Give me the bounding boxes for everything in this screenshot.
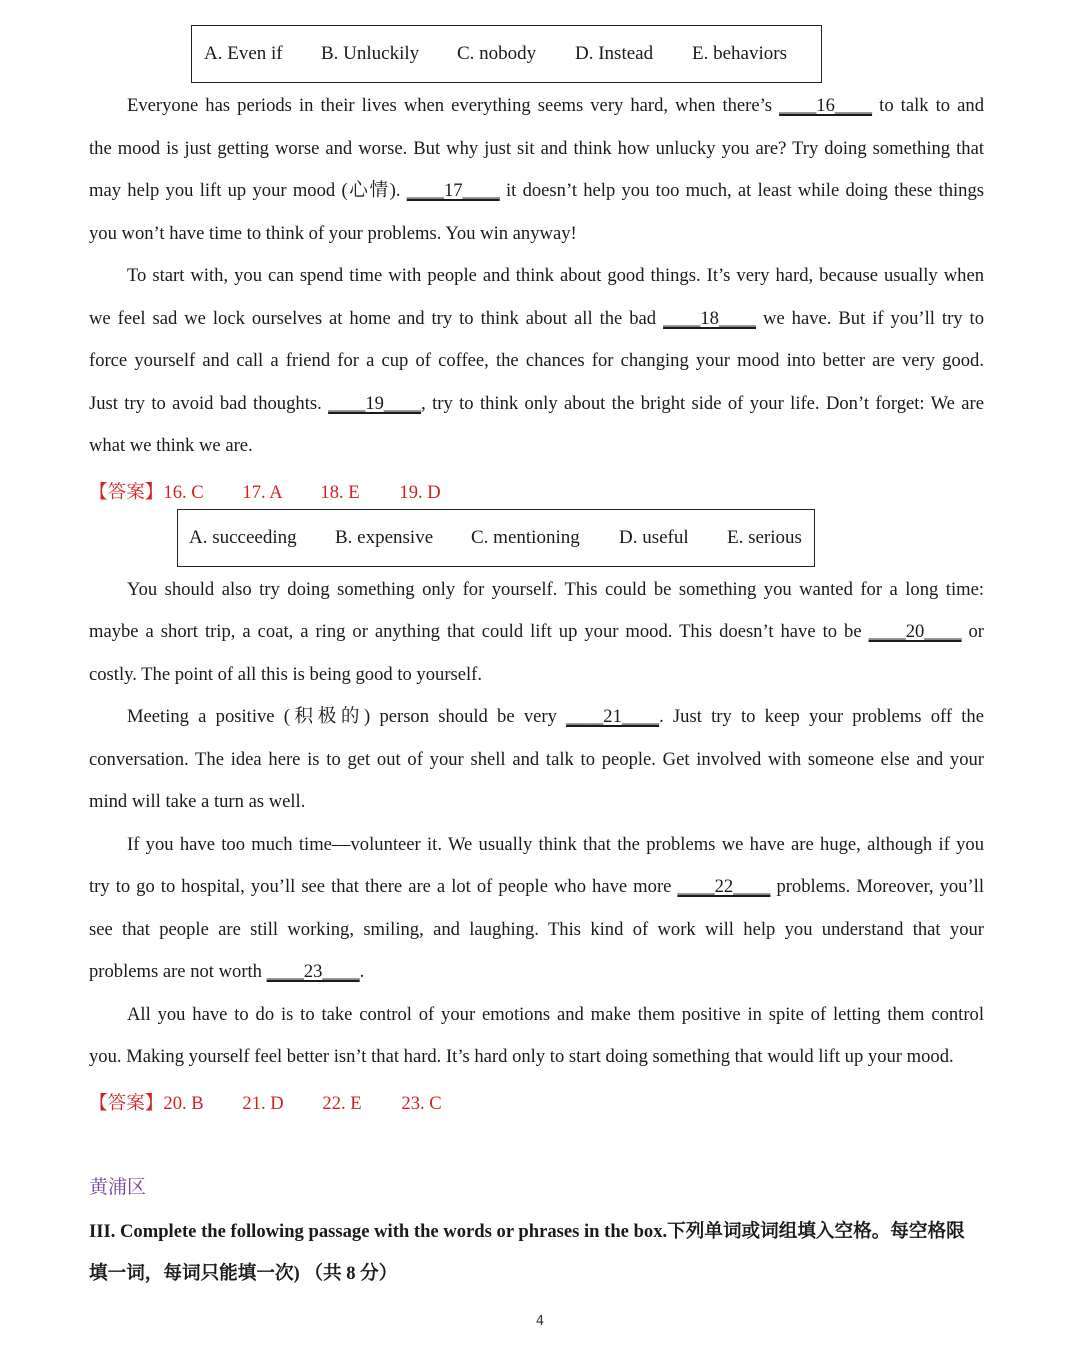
answer-16: 16. C bbox=[163, 482, 204, 503]
answer-line-2 bbox=[89, 1089, 442, 1115]
blank-20: ____20____ bbox=[868, 621, 962, 642]
word-box-2 bbox=[177, 509, 815, 567]
answer-23: 23. C bbox=[401, 1093, 442, 1114]
box1-option-e: E. behaviors bbox=[692, 43, 787, 64]
p1-line-2: the mood is just getting worse and worse. But why just sit and think how unlucky you are? Try doing something that bbox=[89, 138, 984, 159]
box1-option-d: D. Instead bbox=[575, 43, 654, 64]
p2-line-2: we feel sad we lock ourselves at home and try to think about all the bad ____18____ we have. But if you’ll try to bbox=[89, 308, 984, 329]
p3-line-2: maybe a short trip, a coat, a ring or anything that could lift up your mood. This doesn’t have to be ____20____ or bbox=[89, 621, 985, 642]
p1-line-1: Everyone has periods in their lives when everything seems very hard, when there’s ____16____ to talk to and bbox=[127, 95, 985, 116]
answer-17: 17. A bbox=[242, 482, 283, 503]
p5-line-2: try to go to hospital, you’ll see that there are a lot of people who have more ____22____ problems. Moreover, you’ll bbox=[89, 876, 984, 897]
blank-22: ____22____ bbox=[677, 876, 771, 897]
p2-line-4: Just try to avoid bad thoughts. ____19____, try to think only about the bright side of your life. Don’t forget: We are bbox=[89, 393, 984, 414]
p5-line-3: see that people are still working, smiling, and laughing. This kind of work will help you understand that your bbox=[89, 919, 984, 940]
box2-option-d: D. useful bbox=[619, 527, 689, 548]
answer-22: 22. E bbox=[322, 1093, 362, 1114]
p4-line-2: conversation. The idea here is to get out of your shell and talk to people. Get involved with someone else and your bbox=[89, 749, 984, 770]
p6-line-1: All you have to do is to take control of your emotions and make them positive in spite of letting them control bbox=[127, 1004, 984, 1025]
answer-label: 【答案】 bbox=[89, 1093, 164, 1114]
p2-line-3: force yourself and call a friend for a cup of coffee, the chances for changing your mood into better are very good. bbox=[89, 350, 984, 371]
answer-19: 19. D bbox=[399, 482, 441, 503]
page-number: 4 bbox=[535, 1314, 545, 1329]
word-box-1 bbox=[191, 25, 822, 83]
p4-line-3: mind will take a turn as well. bbox=[89, 791, 306, 812]
box2-option-b: B. expensive bbox=[335, 527, 434, 548]
p3-line-3: costly. The point of all this is being good to yourself. bbox=[89, 664, 483, 685]
answer-18: 18. E bbox=[320, 482, 360, 503]
box2-option-c: C. mentioning bbox=[471, 527, 580, 548]
blank-19: ____19____ bbox=[328, 393, 422, 414]
p5-line-1: If you have too much time—volunteer it. We usually think that the problems we have are huge, although if you bbox=[127, 834, 984, 855]
box1-option-b: B. Unluckily bbox=[321, 43, 420, 64]
blank-21: ____21____ bbox=[566, 706, 660, 727]
p1-line-4: you won’t have time to think of your problems. You win anyway! bbox=[89, 223, 577, 244]
box2-option-e: E. serious bbox=[727, 527, 802, 548]
p4-line-1: Meeting a positive (积极的) person should be very ____21____. Just try to keep your problems off the bbox=[127, 706, 984, 727]
p3-line-1: You should also try doing something only for yourself. This could be something you wanted for a long time: bbox=[127, 579, 984, 600]
p1-line-3: may help you lift up your mood (心情). ____17____ it doesn’t help you too much, at least while doing these things bbox=[89, 180, 985, 201]
section-heading-line-2: 填一词，每词只能填一次) （共 8 分） bbox=[89, 1263, 398, 1284]
answer-line-1 bbox=[89, 478, 441, 504]
answer-label: 【答案】 bbox=[89, 482, 164, 503]
blank-16: ____16____ bbox=[779, 95, 873, 116]
p2-line-5: what we think we are. bbox=[89, 435, 253, 456]
answer-21: 21. D bbox=[242, 1093, 284, 1114]
box2-option-a: A. succeeding bbox=[189, 527, 297, 548]
blank-18: ____18____ bbox=[663, 308, 757, 329]
district-label: 黄浦区 bbox=[89, 1177, 147, 1198]
p6-line-2: you. Making yourself feel better isn’t that hard. It’s hard only to start doing something that would lift up your mood. bbox=[89, 1046, 954, 1067]
box1-option-c: C. nobody bbox=[457, 43, 537, 64]
section-heading-line-1: III. Complete the following passage with the words or phrases in the box.下列单词或词组填入空格。每空格限 bbox=[89, 1221, 965, 1242]
blank-23: ____23____ bbox=[266, 961, 360, 982]
box1-option-a: A. Even if bbox=[204, 43, 283, 64]
answer-20: 20. B bbox=[163, 1093, 204, 1114]
blank-17: ____17____ bbox=[406, 180, 500, 201]
p2-line-1: To start with, you can spend time with people and think about good things. It’s very hard, because usually when bbox=[127, 265, 984, 286]
p5-line-4: problems are not worth ____23____. bbox=[89, 961, 365, 982]
